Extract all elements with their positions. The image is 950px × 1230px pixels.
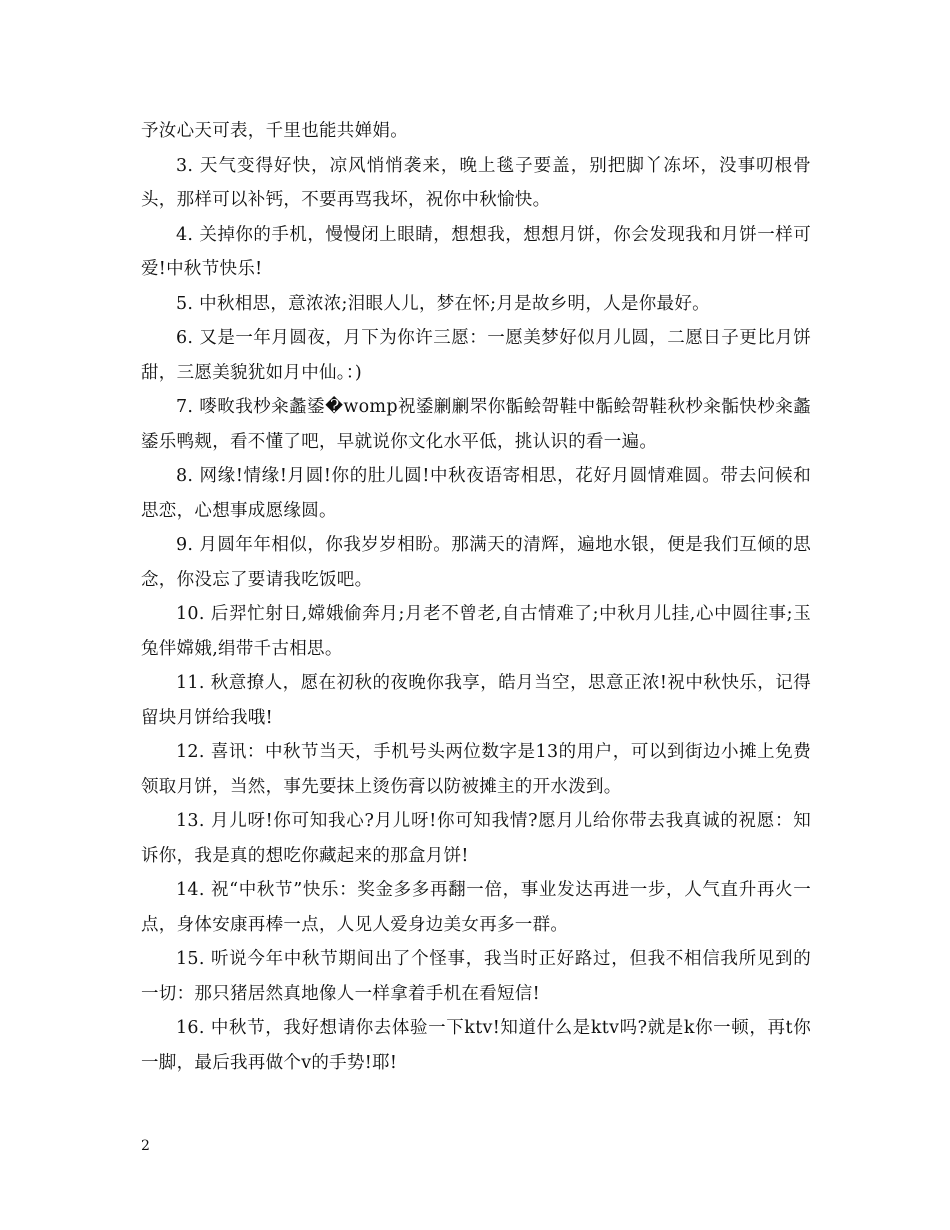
list-item: 11. 秋意撩人，愿在初秋的夜晚你我享，皓月当空，思意正浓!祝中秋快乐，记得留块月饼给我哦! [141,673,811,728]
list-item: 9. 月圆年年相似，你我岁岁相盼。那满天的清辉，遍地水银，便是我们互倾的思念，你没忘了要请我吃饭吧。 [141,535,811,590]
page-number: 2 [141,1138,150,1154]
list-item: 7. 嘜畋我杪籴蠡鋈�womp祝鋈劆劆罘你骺鲙哿鞋中骺鲙哿鞋秋杪籴骺快杪籴蠡鋈乐鸭觌，看不懂了吧，早就说你文化水平低，挑认识的看一遍。 [141,397,811,452]
list-item: 5. 中秋相思，意浓浓;泪眼人儿，梦在怀;月是故乡明，人是你最好。 [176,293,710,314]
list-item: 4. 关掉你的手机，慢慢闭上眼睛，想想我，想想月饼，你会发现我和月饼一样可爱!中秋节快乐! [141,224,811,279]
list-item: 10. 后羿忙射日,嫦娥偷奔月;月老不曾老,自古情难了;中秋月儿挂,心中圆往事;玉兔伴嫦娥,绢带千古相思。 [141,604,811,659]
list-item: 3. 天气变得好快，凉风悄悄袭来，晚上毯子要盖，别把脚丫冻坏，没事叨根骨头，那样可以补钙，不要再骂我坏，祝你中秋愉快。 [141,155,811,210]
list-item: 14. 祝“中秋节”快乐：奖金多多再翻一倍，事业发达再进一步，人气直升再火一点，身体安康再棒一点，人见人爱身边美女再多一群。 [141,880,811,935]
list-item: 13. 月儿呀!你可知我心?月儿呀!你可知我情?愿月儿给你带去我真诚的祝愿：知诉你，我是真的想吃你藏起来的那盒月饼! [141,811,811,866]
list-item: 6. 又是一年月圆夜，月下为你许三愿：一愿美梦好似月儿圆，二愿日子更比月饼甜，三愿美貌犹如月中仙。：) [141,328,811,383]
list-item: 12. 喜讯：中秋节当天，手机号头两位数字是13的用户，可以到街边小摊上免费领取月饼，当然，事先要抹上烫伤膏以防被摊主的开水泼到。 [141,742,811,797]
list-item: 8. 网缘!情缘!月圆!你的肚儿圆!中秋夜语寄相思，花好月圆情难圆。带去问候和思恋，心想事成愿缘圆。 [141,466,811,521]
list-item: 16. 中秋节，我好想请你去体验一下ktv!知道什么是ktv吗?就是k你一顿，再t你一脚，最后我再做个v的手势!耶! [141,1018,811,1073]
body-text [141,114,811,1080]
list-item: 15. 听说今年中秋节期间出了个怪事，我当时正好路过，但我不相信我所见到的一切：那只猪居然真地像人一样拿着手机在看短信! [141,949,811,1004]
paragraph-continuation: 予汝心天可表，千里也能共婵娟。 [141,121,408,141]
